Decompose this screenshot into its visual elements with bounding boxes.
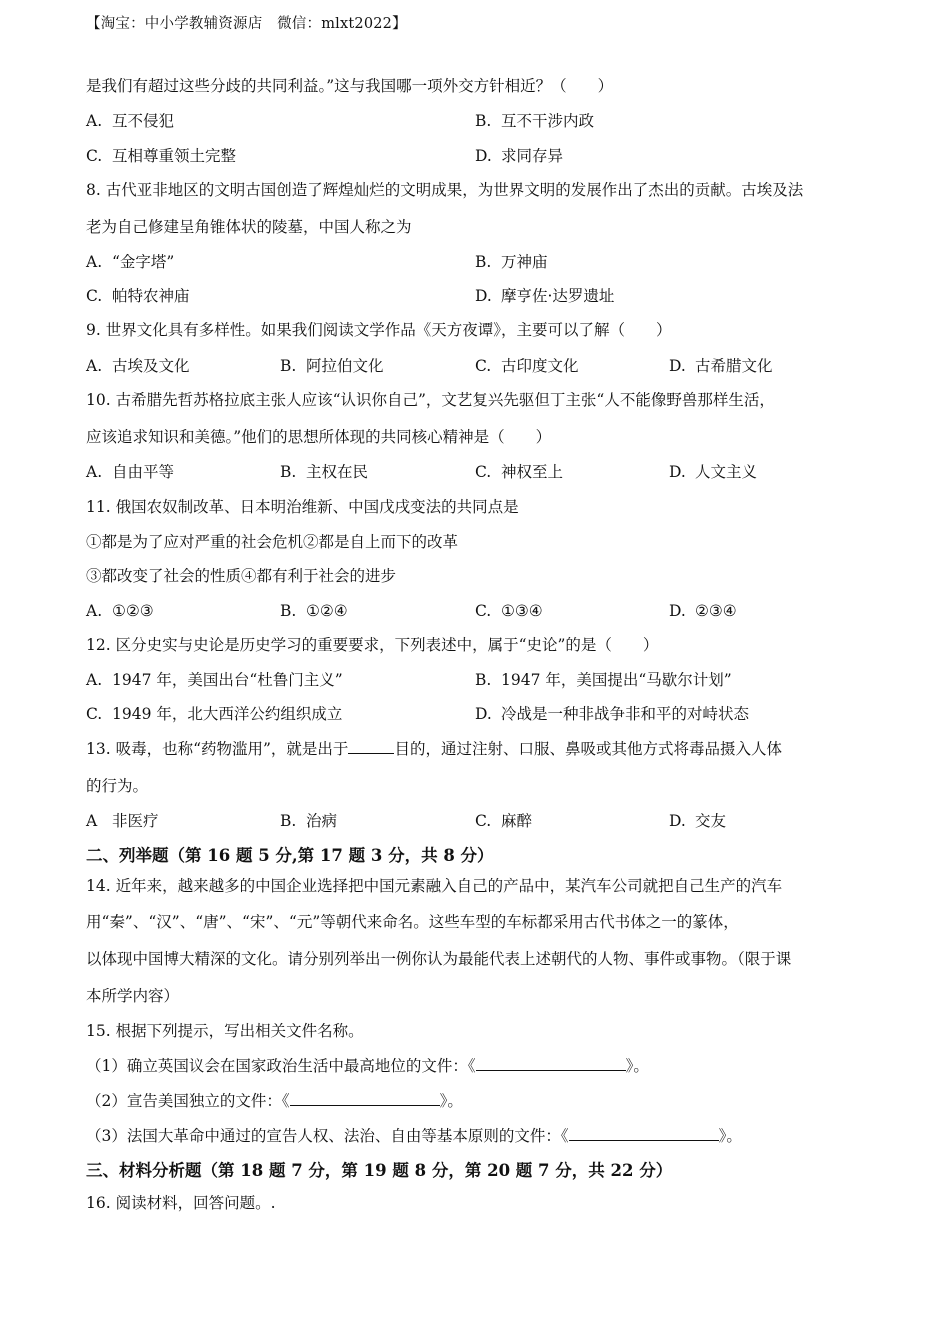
q11-option-d: D. ②③④ [669,602,737,620]
q8-option-d: D. 摩亨佐·达罗遗址 [475,287,615,305]
q8-stem-line2: 老为自己修建呈角锥体状的陵墓，中国人称之为 [86,218,412,236]
q12-option-d: D. 冷战是一种非战争非和平的对峙状态 [475,705,750,723]
q7-option-c: C. 互相尊重领土完整 [86,147,237,165]
q10-option-d: D. 人文主义 [669,463,758,481]
q9-option-a: A. 古埃及文化 [86,357,190,375]
q13-option-c: C. 麻醉 [475,812,533,830]
q11-option-b: B. ①②④ [280,602,348,620]
q11-stem-line3: ③都改变了社会的性质④都有利于社会的进步 [86,567,397,585]
q12-option-c: C. 1949 年，北大西洋公约组织成立 [86,705,343,723]
q13-stem-line1: 13. 吸毒，也称“药物滥用”，就是出于 目的，通过注射、口服、鼻吸或其他方式将毒品摄入人体 [86,740,782,758]
section-2-heading: 二、列举题（第 16 题 5 分,第 17 题 3 分，共 8 分） [86,846,494,865]
q14-stem-line4: 本所学内容） [86,987,180,1005]
section-3-heading: 三、材料分析题（第 18 题 7 分，第 19 题 8 分，第 20 题 7 分，共 22 分） [86,1161,673,1180]
q15-stem: 15. 根据下列提示，写出相关文件名称。 [86,1022,364,1040]
q12-option-a: A. 1947 年，美国出台“杜鲁门主义” [86,671,343,689]
q7-option-a: A. 互不侵犯 [86,112,175,130]
q8-stem-line1: 8. 古代亚非地区的文明古国创造了辉煌灿烂的文明成果，为世界文明的发展作出了杰出的贡献。古埃及法 [86,181,804,199]
q9-stem: 9. 世界文化具有多样性。如果我们阅读文学作品《天方夜谭》，主要可以了解（ ） [86,321,672,339]
q15-item-2: （2）宣告美国独立的文件：《 》。 [86,1092,463,1110]
q9-option-b: B. 阿拉伯文化 [280,357,384,375]
q13-stem-line2: 的行为。 [86,777,149,795]
q8-option-a: A. “金字塔” [86,253,175,271]
q9-option-d: D. 古希腊文化 [669,357,773,375]
q10-stem-line1: 10. 古希腊先哲苏格拉底主张人应该“认识你自己”，文艺复兴先驱但丁主张“人不能像野兽那样生活， [86,391,775,409]
q9-option-c: C. 古印度文化 [475,357,579,375]
q16-stem: 16. 阅读材料，回答问题。. [86,1194,276,1212]
q8-option-b: B. 万神庙 [475,253,548,271]
q11-option-a: A. ①②③ [86,602,154,620]
q10-stem-line2: 应该追求知识和美德。”他们的思想所体现的共同核心精神是（ ） [86,428,552,446]
q15-item-3: （3）法国大革命中通过的宣告人权、法治、自由等基本原则的文件：《 》。 [86,1127,742,1145]
q15-item-1-blank[interactable] [476,1056,626,1071]
q13-option-b: B. 治病 [280,812,338,830]
q11-option-c: C. ①③④ [475,602,543,620]
q14-stem-line3: 以体现中国博大精深的文化。请分别列举出一例你认为最能代表上述朝代的人物、事件或事物。（限于课 [86,950,792,968]
q7-stem-tail: 是我们有超过这些分歧的共同利益。”这与我国哪一项外交方针相近？（ ） [86,77,614,95]
q15-item-1: （1）确立英国议会在国家政治生活中最高地位的文件：《 》。 [86,1057,649,1075]
q12-option-b: B. 1947 年，美国提出“马歇尔计划” [475,671,732,689]
q8-option-c: C. 帕特农神庙 [86,287,190,305]
q10-option-a: A. 自由平等 [86,463,175,481]
q7-option-d: D. 求同存异 [475,147,564,165]
q14-stem-line1: 14. 近年来，越来越多的中国企业选择把中国元素融入自己的产品中，某汽车公司就把自己生产的汽车 [86,877,783,895]
q15-item-3-blank[interactable] [569,1126,719,1141]
q11-stem-line1: 11. 俄国农奴制改革、日本明治维新、中国戊戌变法的共同点是 [86,498,519,516]
q13-answer-blank[interactable] [348,739,394,754]
q10-option-c: C. 神权至上 [475,463,564,481]
page-header-watermark: 【淘宝：中小学教辅资源店 微信：mlxt2022】 [86,16,407,32]
q7-option-b: B. 互不干涉内政 [475,112,595,130]
q15-item-2-blank[interactable] [290,1091,440,1106]
q14-stem-line2: 用“秦”、“汉”、“唐”、“宋”、“元”等朝代来命名。这些车型的车标都采用古代书体之一的篆体， [86,913,739,931]
q13-option-d: D. 交友 [669,812,727,830]
q12-stem: 12. 区分史实与史论是历史学习的重要要求，下列表述中，属于“史论”的是（ ） [86,636,659,654]
q10-option-b: B. 主权在民 [280,463,369,481]
q13-option-a: A 非医疗 [86,812,159,830]
q11-stem-line2: ①都是为了应对严重的社会危机②都是自上而下的改革 [86,533,459,551]
